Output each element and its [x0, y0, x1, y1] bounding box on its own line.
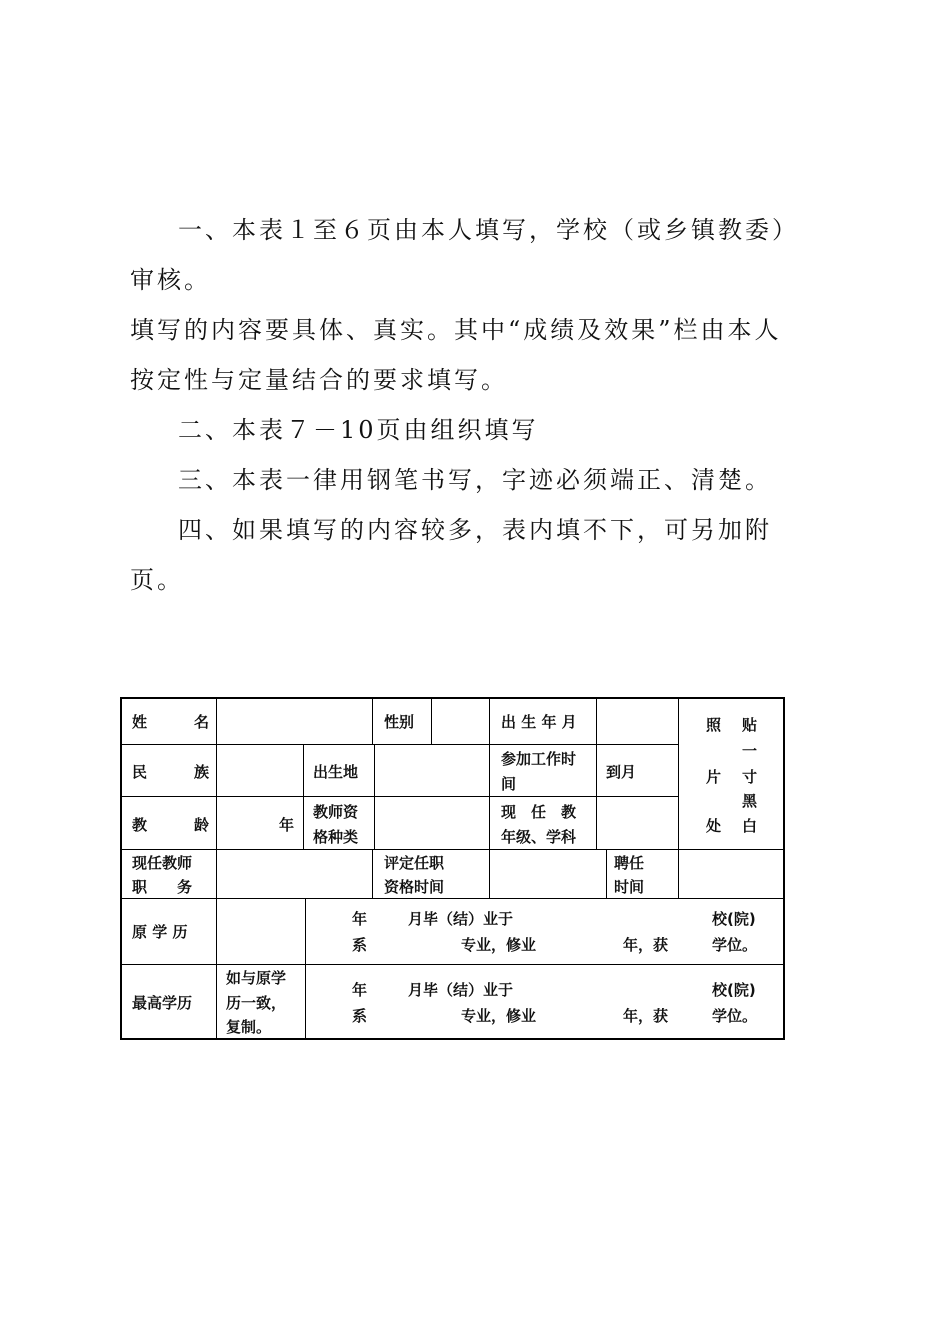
row-divider [122, 744, 678, 745]
photo-note: 处 [706, 817, 722, 835]
instruction-line: 二、本表７－10页由组织填写 [178, 416, 539, 444]
teaching-years-label: 龄 [194, 816, 210, 834]
instruction-line: 三、本表一律用钢笔书写，字迹必须端正、清楚。 [178, 466, 772, 494]
col-divider [606, 849, 607, 898]
gender-label: 性别 [384, 713, 415, 731]
instruction-line: 四、如果填写的内容较多，表内填不下，可另加附页。 [130, 516, 772, 594]
photo-note: 一 [742, 742, 758, 760]
work-start-unit: 到月 [606, 763, 637, 781]
current-grade-label: 年级、学科 [501, 828, 577, 846]
col-divider [489, 849, 490, 898]
photo-note: 黑 [742, 792, 758, 810]
photo-note: 白 [742, 817, 758, 835]
instruction-line: 按定性与定量结合的要求填写。 [130, 366, 508, 394]
birthplace-label: 出生地 [313, 763, 359, 781]
row-divider [122, 849, 783, 850]
edu-month-grad: 月毕（结）业于 [408, 981, 514, 999]
ethnic-label: 民 [132, 763, 148, 781]
work-start-label: 间 [501, 775, 517, 793]
edu-degree: 学位。 [712, 936, 758, 954]
edu-year: 年 [352, 910, 368, 928]
instruction-line: 填写的内容要具体、真实。其中“成绩及效果”栏由本人 [130, 316, 782, 344]
top-edu-label: 最高学历 [132, 994, 193, 1012]
edu-month-grad: 月毕（结）业于 [408, 910, 514, 928]
photo-note: 寸 [742, 768, 758, 786]
col-divider [372, 849, 373, 898]
teacher-info-form [120, 697, 785, 1340]
col-divider [596, 699, 597, 849]
hire-time-label: 时间 [614, 878, 645, 896]
cert-type-label: 格种类 [313, 828, 359, 846]
teaching-years-label: 教 [132, 816, 148, 834]
col-divider [489, 699, 490, 744]
work-start-label: 参加工作时 [501, 750, 577, 768]
teaching-years-unit: 年 [279, 816, 295, 834]
current-title-label: 职 务 [132, 878, 193, 896]
edu-school: 校(院) [712, 910, 756, 928]
same-as-original-note: 历一致， [226, 994, 287, 1012]
col-divider [678, 699, 679, 898]
edu-dept: 系 [352, 1007, 368, 1025]
col-divider [489, 744, 490, 849]
edu-major: 专业，修业 [461, 1007, 537, 1025]
col-divider [303, 744, 304, 849]
birth-date-label: 出 生 年 月 [501, 713, 577, 731]
name-label: 姓 [132, 713, 148, 731]
row-divider [122, 796, 678, 797]
edu-school: 校(院) [712, 981, 756, 999]
photo-note: 片 [706, 768, 722, 786]
row-divider [122, 964, 783, 965]
current-title-label: 现任教师 [132, 854, 193, 872]
eval-time-label: 评定任职 [384, 854, 445, 872]
instruction-line: 一、本表１至６页由本人填写，学校（或乡镇教委）审核。 [130, 216, 799, 294]
col-divider [431, 699, 432, 744]
col-divider [305, 898, 306, 1040]
ethnic-label: 族 [194, 763, 210, 781]
hire-time-label: 聘任 [614, 854, 645, 872]
same-as-original-note: 如与原学 [226, 969, 287, 987]
col-divider [372, 699, 373, 744]
edu-years-get: 年，获 [623, 936, 669, 954]
photo-note: 贴 [742, 716, 758, 734]
form-grid [120, 697, 785, 1040]
current-grade-label: 现 任 教 [501, 803, 577, 821]
orig-edu-label: 原 学 历 [132, 923, 188, 941]
edu-dept: 系 [352, 936, 368, 954]
col-divider [216, 699, 217, 1040]
edu-degree: 学位。 [712, 1007, 758, 1025]
same-as-original-note: 复制。 [226, 1018, 272, 1036]
instructions [130, 205, 810, 605]
cert-type-label: 教师资 [313, 803, 359, 821]
edu-major: 专业，修业 [461, 936, 537, 954]
name-label: 名 [194, 713, 210, 731]
eval-time-label: 资格时间 [384, 878, 445, 896]
row-divider [122, 898, 783, 899]
photo-note: 照 [706, 716, 722, 734]
col-divider [374, 744, 375, 849]
edu-year: 年 [352, 981, 368, 999]
edu-years-get: 年，获 [623, 1007, 669, 1025]
